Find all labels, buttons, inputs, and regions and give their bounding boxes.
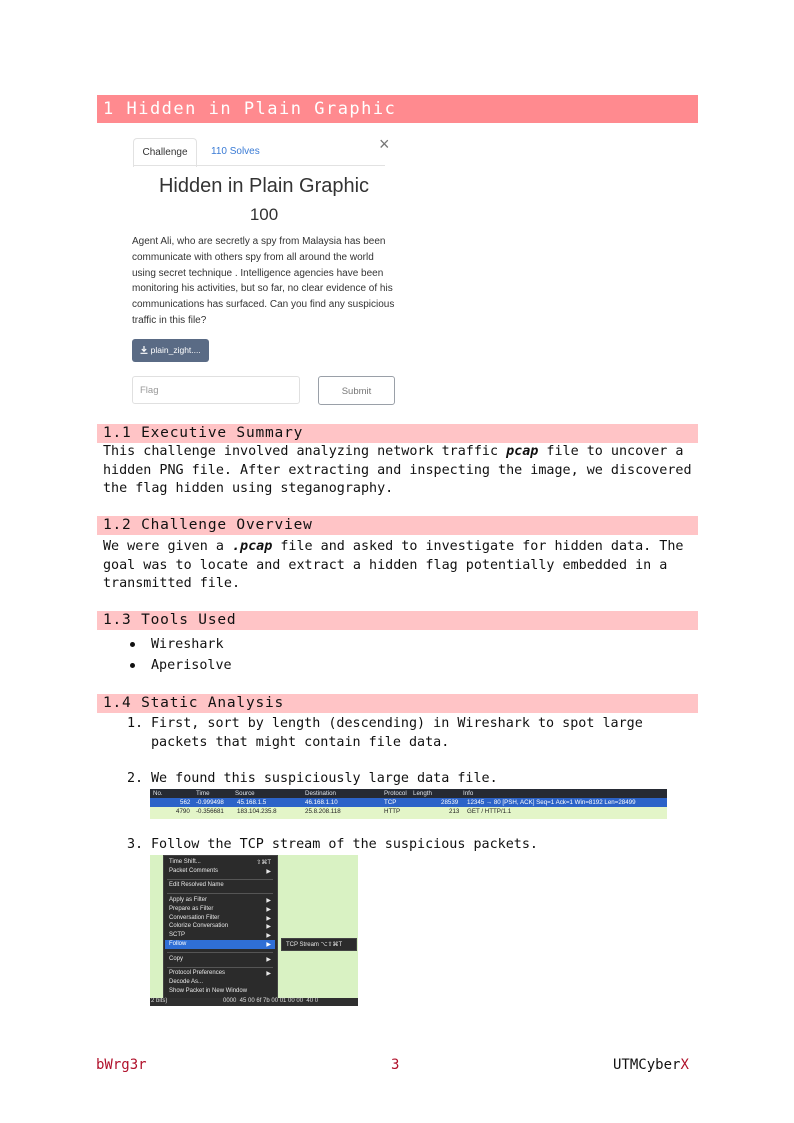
menu-item-copy[interactable]: Copy ▶: [169, 956, 271, 963]
context-menu: [163, 855, 278, 1000]
challenge-points: 100: [249, 205, 279, 224]
menu-separator: [167, 879, 273, 880]
footer-author: bWrg3r: [96, 1057, 147, 1073]
tab-challenge[interactable]: Challenge: [133, 138, 197, 167]
executive-summary-text: This challenge involved analyzing network traffic pcap file to uncover a hidden PNG file. After extracting and inspecting the image, we discovered the flag hidden using steganography.: [103, 444, 692, 496]
challenge-overview-text: We were given a .pcap file and asked to investigate for hidden data. The goal was to locate and extract a hidden flag potentially embedded in a transmitted file.: [103, 539, 684, 591]
wireshark-packet-list: [150, 789, 667, 819]
step-text: Follow the TCP stream of the suspicious packets.: [151, 837, 538, 852]
page-number: 3: [391, 1057, 400, 1073]
menu-separator: [167, 893, 273, 894]
submit-button[interactable]: Submit: [318, 376, 395, 405]
download-icon: [140, 346, 148, 354]
menu-item-prepare-as-filter[interactable]: Prepare as Filter ▶: [169, 906, 271, 913]
step-number: 2.: [127, 771, 144, 786]
tools-used-heading: 1.3 Tools Used: [103, 612, 237, 628]
menu-separator: [167, 952, 273, 953]
bullet-icon: [130, 663, 135, 668]
close-icon[interactable]: ×: [379, 134, 390, 154]
challenge-overview-heading-bar: [97, 516, 698, 535]
step-number: 1.: [127, 716, 144, 731]
section-title: 1 Hidden in Plain Graphic: [103, 99, 397, 119]
footer-team: UTMCyberX: [613, 1057, 689, 1073]
menu-item-tcp-stream[interactable]: TCP Stream ⌥⇧⌘T: [286, 942, 343, 948]
executive-summary-heading-bar: [97, 424, 698, 443]
tool-item: Wireshark: [151, 637, 224, 652]
packet-row-partial: [150, 816, 667, 819]
menu-item-time-shift[interactable]: Time Shift... ⇧⌘T: [169, 859, 271, 866]
download-file-label: plain_zight....: [150, 345, 201, 355]
menu-item-packet-comments[interactable]: Packet Comments ▶: [169, 868, 271, 875]
packet-row[interactable]: 4790 -0.356681 183.104.235.8 25.8.208.118 HTTP 213 GET / HTTP/1.1: [150, 807, 667, 816]
challenge-title: Hidden in Plain Graphic: [158, 175, 370, 197]
step-text: First, sort by length (descending) in Wireshark to spot large packets that might contain file data.: [151, 716, 643, 750]
challenge-card: [125, 128, 403, 414]
menu-item-follow[interactable]: Follow ▶: [169, 941, 271, 948]
download-file-button[interactable]: [132, 339, 209, 362]
menu-item-sctp[interactable]: SCTP ▶: [169, 932, 271, 939]
tool-item: Aperisolve: [151, 658, 232, 673]
bullet-icon: [130, 642, 135, 647]
section-heading-bar: [97, 95, 698, 123]
menu-item-protocol-preferences[interactable]: Protocol Preferences ▶: [169, 970, 271, 977]
menu-item-colorize-conversation[interactable]: Colorize Conversation ▶: [169, 923, 271, 930]
static-analysis-heading: 1.4 Static Analysis: [103, 695, 285, 711]
menu-item-show-packet[interactable]: Show Packet in New Window: [169, 988, 248, 994]
tab-solves[interactable]: 110 Solves: [211, 146, 260, 157]
follow-submenu: [281, 938, 357, 951]
static-analysis-heading-bar: [97, 694, 698, 713]
menu-item-decode-as[interactable]: Decode As...: [169, 979, 204, 985]
executive-summary-heading: 1.1 Executive Summary: [103, 425, 304, 441]
step-number: 3.: [127, 837, 144, 852]
challenge-description: Agent Ali, who are secretly a spy from Malaysia has been communicate with others spy from all around the world using secret technique . Intelligence agencies have been monitoring his activities, but so far, no clear evidence of his communications has surfaced. Can you find any suspicious traffic in this file?: [132, 236, 395, 326]
packet-list-header: No. Time Source Destination Protocol Length Info: [150, 789, 667, 798]
flag-input[interactable]: Flag: [132, 376, 300, 404]
challenge-overview-heading: 1.2 Challenge Overview: [103, 517, 313, 533]
packet-bytes-strip: 2 bits) 0000 45 00 6f 7b 00 01 00 00 40 0: [150, 998, 358, 1006]
menu-item-edit-resolved-name[interactable]: Edit Resolved Name: [169, 882, 224, 888]
step-text: We found this suspiciously large data file.: [151, 771, 498, 786]
menu-item-apply-as-filter[interactable]: Apply as Filter ▶: [169, 897, 271, 904]
tab-divider: [133, 165, 385, 166]
wireshark-context-menu-screenshot: [150, 855, 358, 1006]
menu-item-conversation-filter[interactable]: Conversation Filter ▶: [169, 915, 271, 922]
menu-separator: [167, 967, 273, 968]
packet-row-selected[interactable]: 562 -0.999498 45.168.1.5 46.168.1.10 TCP 28539 12345 → 80 [PSH, ACK] Seq=1 Ack=1 Win=8192 Len=28499: [150, 798, 667, 807]
tools-used-heading-bar: [97, 611, 698, 630]
